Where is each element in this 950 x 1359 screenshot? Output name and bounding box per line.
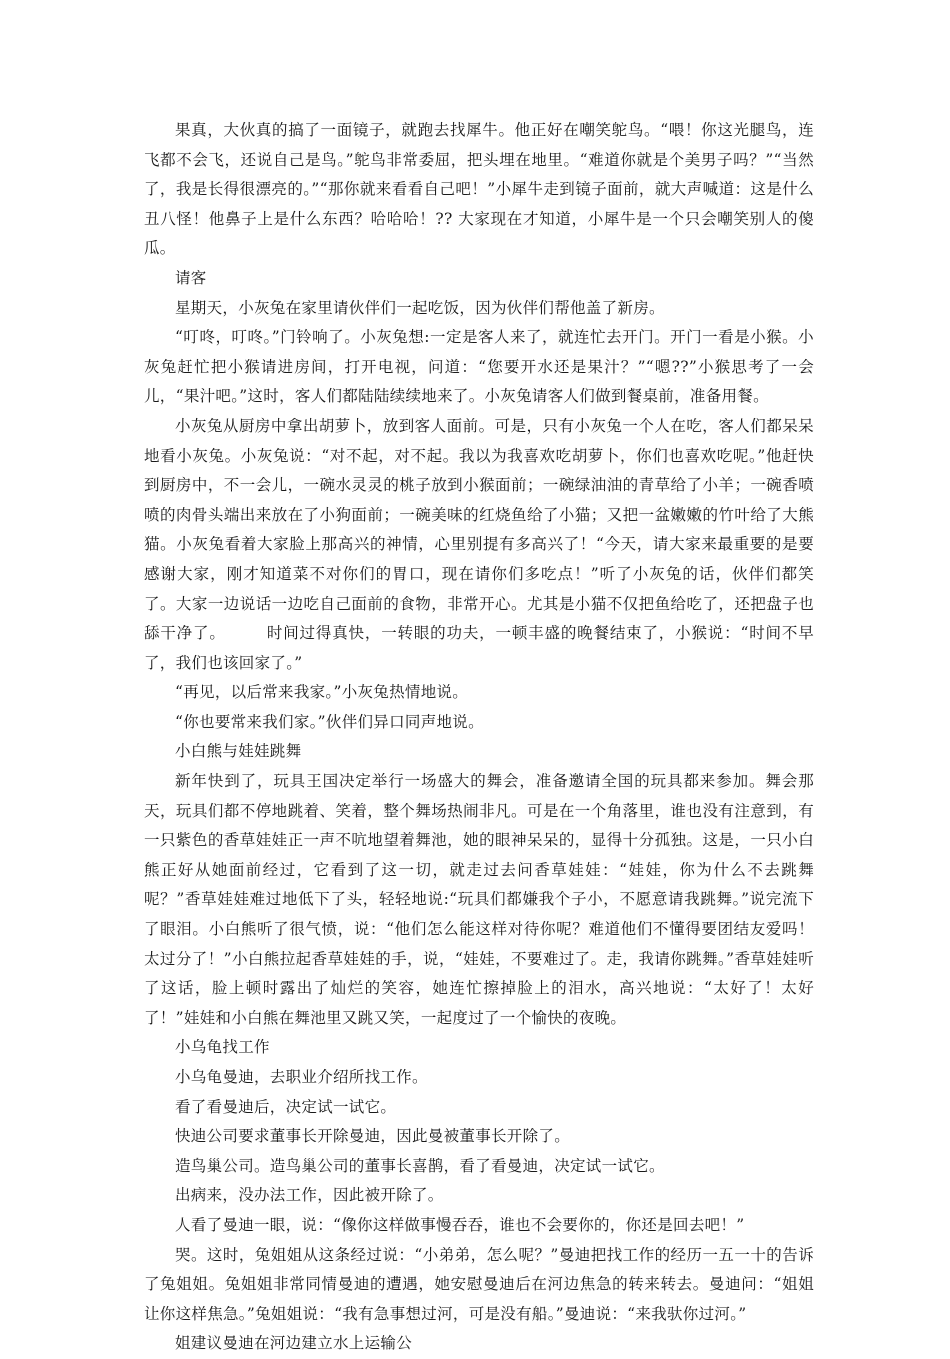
paragraph: “你也要常来我们家。”伙伴们异口同声地说。 [175,712,484,731]
document-body [144,116,814,1359]
paragraph: “叮咚，叮咚。”门铃响了。小灰兔想:一定是客人来了，就连忙去开门。开门一看是小猴。小灰兔赶忙把小猴请进房间，打开电视，问道：“您要开水还是果汁？”“嗯??”小猴思考了一会儿，“果汁吧。”这时，客人们都陆陆续续地来了。小灰兔请客人们做到餐桌前，准备用餐。 [144,328,814,406]
paragraph: “再见，以后常来我家。”小灰兔热情地说。 [175,683,469,702]
paragraph: 姐建议曼迪在河边建立水上运输公 [175,1334,413,1353]
paragraph: 出病来，没办法工作，因此被开除了。 [175,1186,444,1205]
paragraph: 人看了曼迪一眼，说：“像你这样做事慢吞吞，谁也不会要你的，你还是回去吧！” [175,1215,745,1234]
story-title-xiaowugui: 小乌龟找工作 [175,1038,270,1057]
paragraph: 果真，大伙真的搞了一面镜子，就跑去找犀牛。他正好在嘲笑鸵鸟。“喂！你这光腿鸟，连飞都不会飞，还说自己是鸟。”鸵鸟非常委屈，把头埋在地里。“难道你就是个美男子吗？”“当然了，我是长得很漂亮的。”“那你就来看看自己吧！”小犀牛走到镜子面前，就大声喊道：这是什么丑八怪！他鼻子上是什么东西？哈哈哈！?? 大家现在才知道，小犀牛是一个只会嘲笑别人的傻瓜。 [144,121,814,258]
paragraph: 看了看曼迪后，决定试一试它。 [175,1097,397,1116]
paragraph: 小灰兔从厨房中拿出胡萝卜，放到客人面前。可是，只有小灰兔一个人在吃，客人们都呆呆地看小灰兔。小灰兔说：“对不起，对不起。我以为我喜欢吃胡萝卜，你们也喜欢吃呢。”他赶快到厨房中，不一会儿，一碗水灵灵的桃子放到小猴面前；一碗绿油油的青草给了小羊；一碗香喷喷的肉骨头端出来放在了小狗面前；一碗美味的红烧鱼给了小猫；又把一盆嫩嫩的竹叶给了大熊猫。小灰兔看着大家脸上那高兴的神情，心里别提有多高兴了！“今天，请大家来最重要的是要感谢大家，刚才知道菜不对你们的胃口，现在请你们多吃点！”听了小灰兔的话，伙伴们都笑了。大家一边说话一边吃自己面前的食物，非常开心。尤其是小猫不仅把鱼给吃了，还把盘子也舔干净了。 时间过得真快，一转眼的功夫，一顿丰盛的晚餐结束了，小猴说：“时间不早了，我们也该回家了。” [144,416,814,672]
paragraph: 新年快到了，玩具王国决定举行一场盛大的舞会，准备邀请全国的玩具都来参加。舞会那天，玩具们都不停地跳着、笑着，整个舞场热闹非凡。可是在一个角落里，谁也没有注意到，有一只紫色的香草娃娃正一声不吭地望着舞池，她的眼神呆呆的，显得十分孤独。这是，一只小白熊正好从她面前经过，它看到了这一切，就走过去问香草娃娃：“娃娃，你为什么不去跳舞呢？”香草娃娃难过地低下了头，轻轻地说:“玩具们都嫌我个子小，不愿意请我跳舞。”说完流下了眼泪。小白熊听了很气愤，说：“他们怎么能这样对待你呢？难道他们不懂得要团结友爱吗！太过分了！”小白熊拉起香草娃娃的手，说，“娃娃，不要难过了。走，我请你跳舞。”香草娃娃听了这话，脸上顿时露出了灿烂的笑容，她连忙擦掉脸上的泪水，高兴地说：“太好了！太好了！”娃娃和小白熊在舞池里又跳又笑，一起度过了一个愉快的夜晚。 [144,772,814,1027]
story-title-xiaobaixiong: 小白熊与娃娃跳舞 [175,742,302,761]
paragraph: 造鸟巢公司。造鸟巢公司的董事长喜鹊，看了看曼迪，决定试一试它。 [175,1156,665,1175]
paragraph: 小乌龟曼迪，去职业介绍所找工作。 [175,1068,428,1086]
story-title-qingke: 请客 [175,268,207,287]
paragraph: 星期天，小灰兔在家里请伙伴们一起吃饭，因为伙伴们帮他盖了新房。 [175,298,665,317]
paragraph: 快迪公司要求董事长开除曼迪，因此曼被董事长开除了。 [175,1127,571,1146]
paragraph: 哭。这时，兔姐姐从这条经过说：“小弟弟，怎么呢？”曼迪把找工作的经历一五一十的告诉了兔姐姐。兔姐姐非常同情曼迪的遭遇，她安慰曼迪后在河边焦急的转来转去。曼迪问：“姐姐让你这样焦急。”兔姐姐说：“我有急事想过河，可是没有船。”曼迪说：“来我驮你过河。” [144,1245,814,1323]
